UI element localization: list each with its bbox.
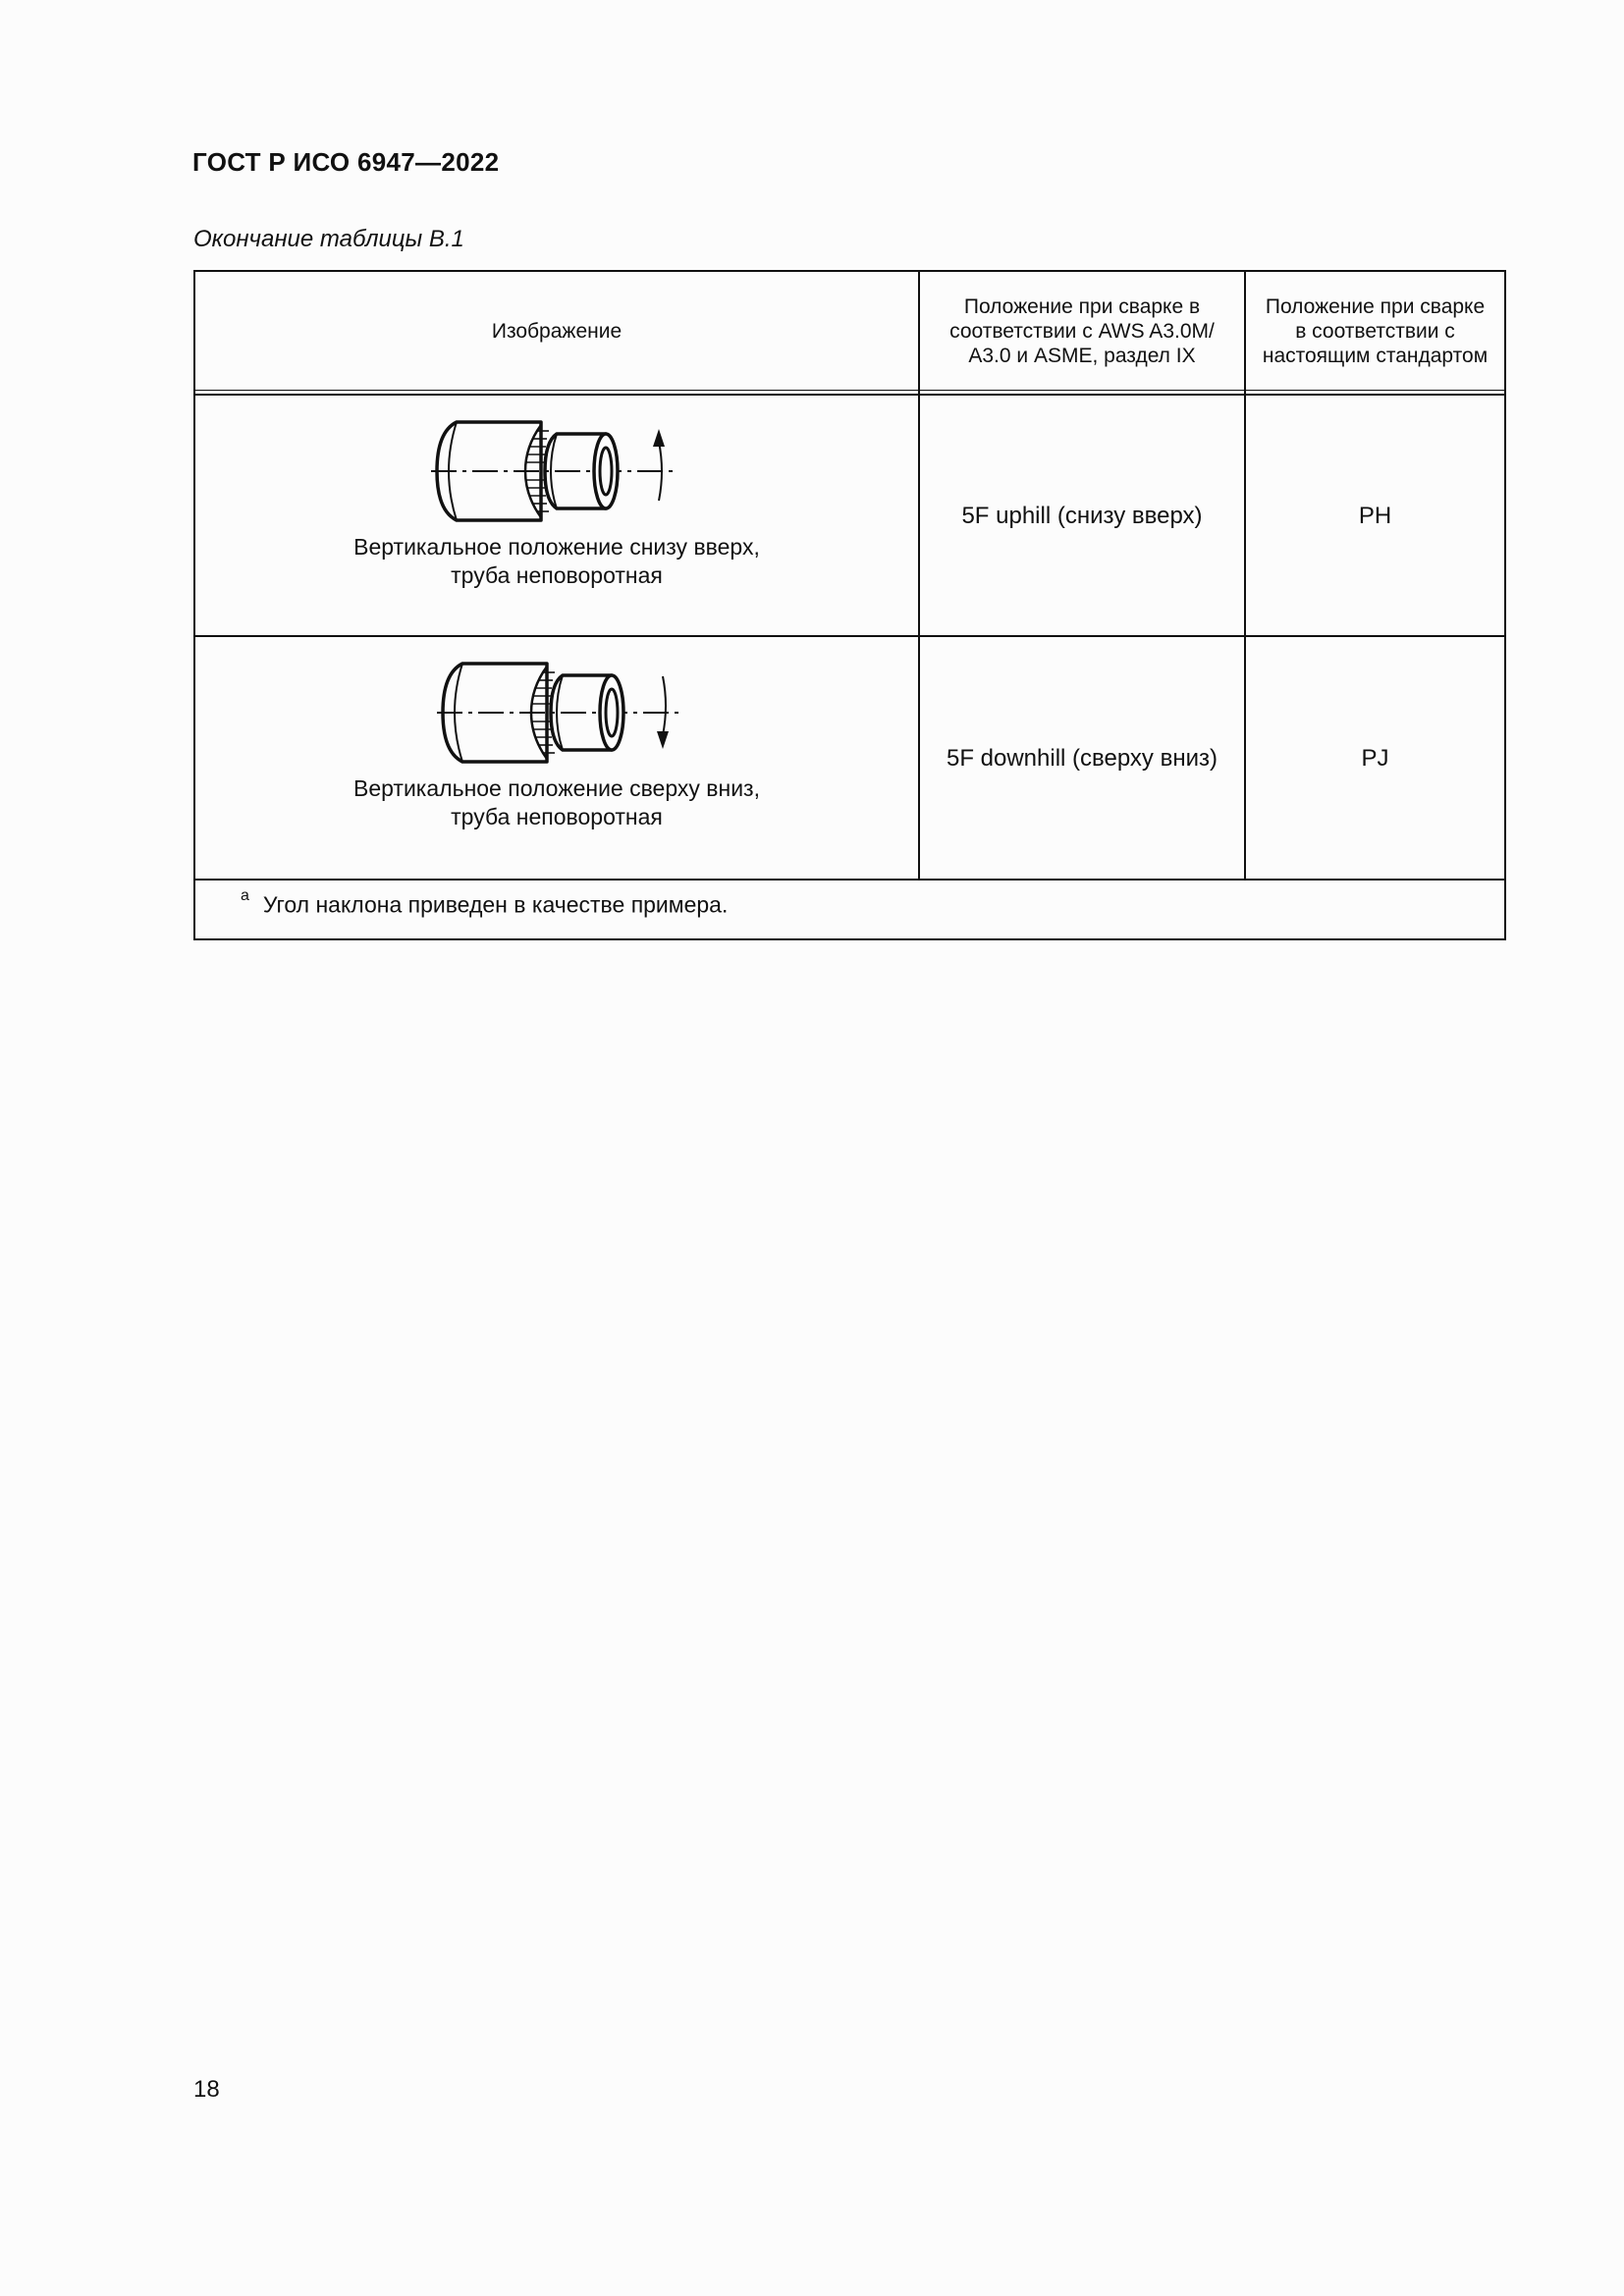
table-row-2-standard: PJ xyxy=(1361,744,1389,772)
table-caption: Окончание таблицы B.1 xyxy=(193,226,464,252)
table-row-2-caption-line-1: Вертикальное положение сверху вниз, xyxy=(353,775,760,801)
footnote-marker: a xyxy=(241,887,249,904)
document-header: ГОСТ Р ИСО 6947—2022 xyxy=(192,147,500,177)
table-row-1-aws: 5F uphill (снизу вверх) xyxy=(961,502,1203,529)
footnote-text: Угол наклона приведен в качестве примера. xyxy=(262,891,729,918)
header-aws-position: Положение при сварке в соответствии с AWS A3.0M/ A3.0 и ASME, раздел IX xyxy=(949,294,1215,367)
table-row-1-caption-line-1: Вертикальное положение снизу вверх, xyxy=(353,534,760,560)
table-row-1-standard: PH xyxy=(1358,502,1392,529)
table-row-1-caption-line-2: труба неповоротная xyxy=(451,562,663,588)
page-number: 18 xyxy=(193,2076,220,2103)
pipe-weld-downhill-icon xyxy=(437,659,692,767)
table-row-2-caption-line-2: труба неповоротная xyxy=(451,804,663,829)
header-standard-position: Положение при сварке в соответствии с настоящим стандартом xyxy=(1262,294,1489,367)
header-image: Изображение xyxy=(491,319,623,343)
positions-table xyxy=(193,270,1506,940)
row-divider-2 xyxy=(195,879,1504,881)
header-divider-top xyxy=(195,390,1504,391)
table-row-2-image-cell xyxy=(195,637,918,879)
pipe-weld-uphill-icon xyxy=(431,417,686,525)
table-footnote xyxy=(241,887,729,919)
table-row-1-image-cell xyxy=(195,396,918,635)
table-row-2-aws: 5F downhill (сверху вниз) xyxy=(946,744,1218,772)
